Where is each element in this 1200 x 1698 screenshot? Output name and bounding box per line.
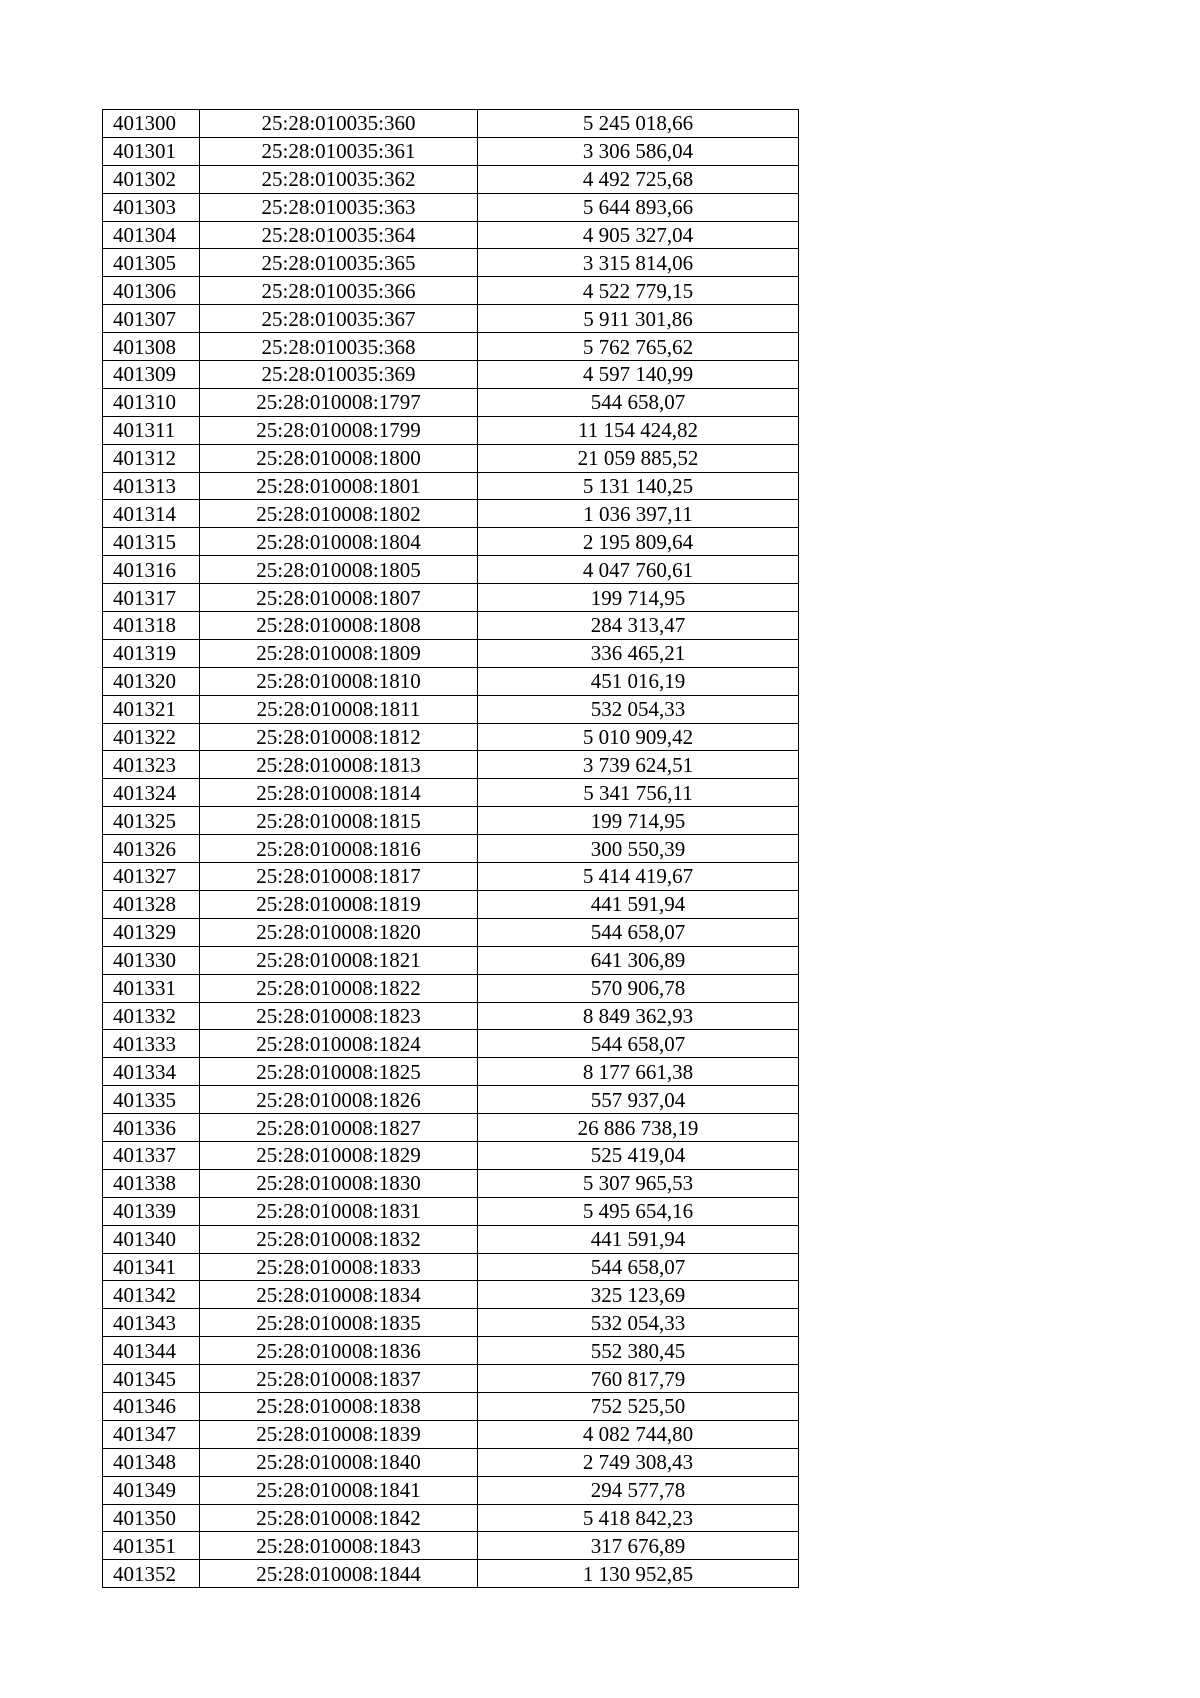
row-number-cell: 401317 [103, 584, 200, 612]
cadastral-value-cell: 300 550,39 [478, 835, 799, 863]
table-row [103, 1504, 799, 1532]
table-row [103, 695, 799, 723]
cadastral-value-table [102, 109, 799, 1588]
row-number-cell: 401309 [103, 361, 200, 389]
table-row [103, 1420, 799, 1448]
cadastral-number-cell: 25:28:010008:1800 [200, 444, 478, 472]
table-row [103, 249, 799, 277]
row-number-cell: 401337 [103, 1141, 200, 1169]
table-row [103, 723, 799, 751]
cadastral-number-cell: 25:28:010008:1811 [200, 695, 478, 723]
cadastral-number-cell: 25:28:010035:367 [200, 305, 478, 333]
cadastral-value-cell: 441 591,94 [478, 890, 799, 918]
row-number-cell: 401324 [103, 779, 200, 807]
cadastral-value-cell: 199 714,95 [478, 807, 799, 835]
row-number-cell: 401340 [103, 1225, 200, 1253]
cadastral-value-cell: 11 154 424,82 [478, 416, 799, 444]
table-row [103, 137, 799, 165]
table-row [103, 1086, 799, 1114]
cadastral-number-cell: 25:28:010035:368 [200, 333, 478, 361]
table-row [103, 361, 799, 389]
row-number-cell: 401351 [103, 1532, 200, 1560]
cadastral-value-cell: 451 016,19 [478, 667, 799, 695]
table-row [103, 110, 799, 138]
cadastral-value-cell: 336 465,21 [478, 639, 799, 667]
table-row [103, 612, 799, 640]
table-row [103, 1309, 799, 1337]
cadastral-value-cell: 5 245 018,66 [478, 110, 799, 138]
cadastral-number-cell: 25:28:010008:1829 [200, 1141, 478, 1169]
table-row [103, 1058, 799, 1086]
cadastral-number-cell: 25:28:010008:1822 [200, 974, 478, 1002]
cadastral-value-cell: 2 749 308,43 [478, 1448, 799, 1476]
table-row [103, 1114, 799, 1142]
cadastral-value-cell: 5 341 756,11 [478, 779, 799, 807]
cadastral-value-cell: 5 762 765,62 [478, 333, 799, 361]
row-number-cell: 401311 [103, 416, 200, 444]
cadastral-value-cell: 5 131 140,25 [478, 472, 799, 500]
table-row [103, 165, 799, 193]
row-number-cell: 401318 [103, 612, 200, 640]
table-row [103, 472, 799, 500]
cadastral-value-cell: 3 306 586,04 [478, 137, 799, 165]
table-row [103, 1448, 799, 1476]
row-number-cell: 401304 [103, 221, 200, 249]
cadastral-value-cell: 557 937,04 [478, 1086, 799, 1114]
row-number-cell: 401302 [103, 165, 200, 193]
table-row [103, 1532, 799, 1560]
cadastral-number-cell: 25:28:010008:1841 [200, 1476, 478, 1504]
table-row [103, 500, 799, 528]
cadastral-number-cell: 25:28:010008:1821 [200, 946, 478, 974]
cadastral-value-cell: 3 315 814,06 [478, 249, 799, 277]
cadastral-number-cell: 25:28:010008:1801 [200, 472, 478, 500]
row-number-cell: 401341 [103, 1253, 200, 1281]
row-number-cell: 401338 [103, 1169, 200, 1197]
cadastral-number-cell: 25:28:010035:364 [200, 221, 478, 249]
row-number-cell: 401346 [103, 1392, 200, 1420]
cadastral-number-cell: 25:28:010008:1802 [200, 500, 478, 528]
table-row [103, 1392, 799, 1420]
cadastral-value-cell: 8 177 661,38 [478, 1058, 799, 1086]
table-row [103, 388, 799, 416]
table-row [103, 1560, 799, 1588]
cadastral-value-cell: 570 906,78 [478, 974, 799, 1002]
cadastral-value-cell: 317 676,89 [478, 1532, 799, 1560]
cadastral-value-cell: 641 306,89 [478, 946, 799, 974]
cadastral-value-cell: 199 714,95 [478, 584, 799, 612]
table-body [103, 110, 799, 1588]
cadastral-number-cell: 25:28:010008:1838 [200, 1392, 478, 1420]
cadastral-value-cell: 284 313,47 [478, 612, 799, 640]
row-number-cell: 401301 [103, 137, 200, 165]
row-number-cell: 401323 [103, 751, 200, 779]
row-number-cell: 401349 [103, 1476, 200, 1504]
cadastral-value-cell: 5 010 909,42 [478, 723, 799, 751]
row-number-cell: 401329 [103, 918, 200, 946]
row-number-cell: 401331 [103, 974, 200, 1002]
row-number-cell: 401316 [103, 556, 200, 584]
table-row [103, 305, 799, 333]
cadastral-value-cell: 21 059 885,52 [478, 444, 799, 472]
cadastral-value-cell: 4 597 140,99 [478, 361, 799, 389]
table-row [103, 1197, 799, 1225]
cadastral-number-cell: 25:28:010008:1831 [200, 1197, 478, 1225]
cadastral-value-cell: 5 418 842,23 [478, 1504, 799, 1532]
cadastral-number-cell: 25:28:010008:1833 [200, 1253, 478, 1281]
row-number-cell: 401307 [103, 305, 200, 333]
cadastral-number-cell: 25:28:010008:1837 [200, 1365, 478, 1393]
row-number-cell: 401322 [103, 723, 200, 751]
cadastral-number-cell: 25:28:010008:1817 [200, 863, 478, 891]
table-row [103, 890, 799, 918]
cadastral-value-cell: 525 419,04 [478, 1141, 799, 1169]
cadastral-number-cell: 25:28:010008:1840 [200, 1448, 478, 1476]
table-row [103, 333, 799, 361]
row-number-cell: 401328 [103, 890, 200, 918]
cadastral-value-cell: 552 380,45 [478, 1337, 799, 1365]
cadastral-value-cell: 752 525,50 [478, 1392, 799, 1420]
cadastral-number-cell: 25:28:010035:361 [200, 137, 478, 165]
cadastral-number-cell: 25:28:010008:1812 [200, 723, 478, 751]
table-row [103, 1281, 799, 1309]
row-number-cell: 401327 [103, 863, 200, 891]
table-row [103, 193, 799, 221]
row-number-cell: 401342 [103, 1281, 200, 1309]
row-number-cell: 401334 [103, 1058, 200, 1086]
row-number-cell: 401345 [103, 1365, 200, 1393]
row-number-cell: 401326 [103, 835, 200, 863]
cadastral-number-cell: 25:28:010008:1810 [200, 667, 478, 695]
cadastral-number-cell: 25:28:010008:1826 [200, 1086, 478, 1114]
table-row [103, 584, 799, 612]
table-row [103, 639, 799, 667]
table-row [103, 1365, 799, 1393]
cadastral-value-cell: 1 036 397,11 [478, 500, 799, 528]
cadastral-number-cell: 25:28:010008:1820 [200, 918, 478, 946]
table-row [103, 556, 799, 584]
cadastral-value-cell: 294 577,78 [478, 1476, 799, 1504]
row-number-cell: 401343 [103, 1309, 200, 1337]
cadastral-number-cell: 25:28:010008:1836 [200, 1337, 478, 1365]
table-row [103, 1002, 799, 1030]
cadastral-number-cell: 25:28:010008:1815 [200, 807, 478, 835]
row-number-cell: 401320 [103, 667, 200, 695]
cadastral-value-cell: 544 658,07 [478, 388, 799, 416]
table-row [103, 779, 799, 807]
row-number-cell: 401314 [103, 500, 200, 528]
table-row [103, 807, 799, 835]
cadastral-value-cell: 544 658,07 [478, 918, 799, 946]
cadastral-number-cell: 25:28:010035:360 [200, 110, 478, 138]
table-row [103, 528, 799, 556]
cadastral-number-cell: 25:28:010008:1843 [200, 1532, 478, 1560]
cadastral-value-cell: 544 658,07 [478, 1030, 799, 1058]
row-number-cell: 401312 [103, 444, 200, 472]
row-number-cell: 401300 [103, 110, 200, 138]
table-row [103, 918, 799, 946]
cadastral-value-cell: 5 644 893,66 [478, 193, 799, 221]
cadastral-value-cell: 4 492 725,68 [478, 165, 799, 193]
row-number-cell: 401310 [103, 388, 200, 416]
cadastral-value-cell: 5 495 654,16 [478, 1197, 799, 1225]
table-row [103, 835, 799, 863]
cadastral-number-cell: 25:28:010008:1805 [200, 556, 478, 584]
cadastral-number-cell: 25:28:010008:1807 [200, 584, 478, 612]
cadastral-value-cell: 26 886 738,19 [478, 1114, 799, 1142]
row-number-cell: 401306 [103, 277, 200, 305]
cadastral-number-cell: 25:28:010008:1844 [200, 1560, 478, 1588]
table-row [103, 1030, 799, 1058]
cadastral-number-cell: 25:28:010008:1804 [200, 528, 478, 556]
row-number-cell: 401348 [103, 1448, 200, 1476]
table-row [103, 277, 799, 305]
cadastral-value-cell: 2 195 809,64 [478, 528, 799, 556]
cadastral-value-cell: 532 054,33 [478, 695, 799, 723]
row-number-cell: 401333 [103, 1030, 200, 1058]
row-number-cell: 401332 [103, 1002, 200, 1030]
cadastral-number-cell: 25:28:010035:366 [200, 277, 478, 305]
row-number-cell: 401336 [103, 1114, 200, 1142]
cadastral-number-cell: 25:28:010008:1808 [200, 612, 478, 640]
row-number-cell: 401344 [103, 1337, 200, 1365]
table-row [103, 1141, 799, 1169]
table-row [103, 416, 799, 444]
cadastral-number-cell: 25:28:010008:1813 [200, 751, 478, 779]
row-number-cell: 401308 [103, 333, 200, 361]
cadastral-value-cell: 441 591,94 [478, 1225, 799, 1253]
table-row [103, 1476, 799, 1504]
table-row [103, 1225, 799, 1253]
row-number-cell: 401347 [103, 1420, 200, 1448]
cadastral-number-cell: 25:28:010008:1825 [200, 1058, 478, 1086]
row-number-cell: 401305 [103, 249, 200, 277]
cadastral-value-cell: 760 817,79 [478, 1365, 799, 1393]
table-row [103, 946, 799, 974]
cadastral-number-cell: 25:28:010008:1816 [200, 835, 478, 863]
cadastral-value-cell: 5 414 419,67 [478, 863, 799, 891]
cadastral-number-cell: 25:28:010008:1832 [200, 1225, 478, 1253]
table-row [103, 1337, 799, 1365]
cadastral-value-cell: 325 123,69 [478, 1281, 799, 1309]
cadastral-value-cell: 4 905 327,04 [478, 221, 799, 249]
cadastral-number-cell: 25:28:010008:1799 [200, 416, 478, 444]
cadastral-number-cell: 25:28:010008:1809 [200, 639, 478, 667]
row-number-cell: 401350 [103, 1504, 200, 1532]
cadastral-number-cell: 25:28:010008:1824 [200, 1030, 478, 1058]
cadastral-value-cell: 5 307 965,53 [478, 1169, 799, 1197]
cadastral-value-cell: 8 849 362,93 [478, 1002, 799, 1030]
cadastral-number-cell: 25:28:010035:363 [200, 193, 478, 221]
row-number-cell: 401325 [103, 807, 200, 835]
cadastral-value-cell: 5 911 301,86 [478, 305, 799, 333]
cadastral-number-cell: 25:28:010008:1797 [200, 388, 478, 416]
table-row [103, 667, 799, 695]
table-row [103, 974, 799, 1002]
cadastral-value-cell: 4 522 779,15 [478, 277, 799, 305]
cadastral-value-cell: 1 130 952,85 [478, 1560, 799, 1588]
table-row [103, 863, 799, 891]
cadastral-number-cell: 25:28:010035:365 [200, 249, 478, 277]
row-number-cell: 401339 [103, 1197, 200, 1225]
cadastral-number-cell: 25:28:010008:1835 [200, 1309, 478, 1337]
cadastral-value-cell: 532 054,33 [478, 1309, 799, 1337]
cadastral-number-cell: 25:28:010008:1842 [200, 1504, 478, 1532]
row-number-cell: 401352 [103, 1560, 200, 1588]
table-row [103, 1169, 799, 1197]
table-row [103, 1253, 799, 1281]
row-number-cell: 401303 [103, 193, 200, 221]
cadastral-value-cell: 3 739 624,51 [478, 751, 799, 779]
cadastral-number-cell: 25:28:010008:1827 [200, 1114, 478, 1142]
row-number-cell: 401330 [103, 946, 200, 974]
row-number-cell: 401321 [103, 695, 200, 723]
table-row [103, 444, 799, 472]
row-number-cell: 401313 [103, 472, 200, 500]
cadastral-value-cell: 544 658,07 [478, 1253, 799, 1281]
cadastral-number-cell: 25:28:010008:1839 [200, 1420, 478, 1448]
cadastral-number-cell: 25:28:010035:369 [200, 361, 478, 389]
cadastral-number-cell: 25:28:010008:1814 [200, 779, 478, 807]
cadastral-number-cell: 25:28:010008:1834 [200, 1281, 478, 1309]
cadastral-number-cell: 25:28:010008:1819 [200, 890, 478, 918]
cadastral-number-cell: 25:28:010008:1823 [200, 1002, 478, 1030]
cadastral-number-cell: 25:28:010035:362 [200, 165, 478, 193]
row-number-cell: 401319 [103, 639, 200, 667]
row-number-cell: 401315 [103, 528, 200, 556]
cadastral-value-cell: 4 082 744,80 [478, 1420, 799, 1448]
table-row [103, 221, 799, 249]
cadastral-value-cell: 4 047 760,61 [478, 556, 799, 584]
cadastral-number-cell: 25:28:010008:1830 [200, 1169, 478, 1197]
row-number-cell: 401335 [103, 1086, 200, 1114]
table-row [103, 751, 799, 779]
